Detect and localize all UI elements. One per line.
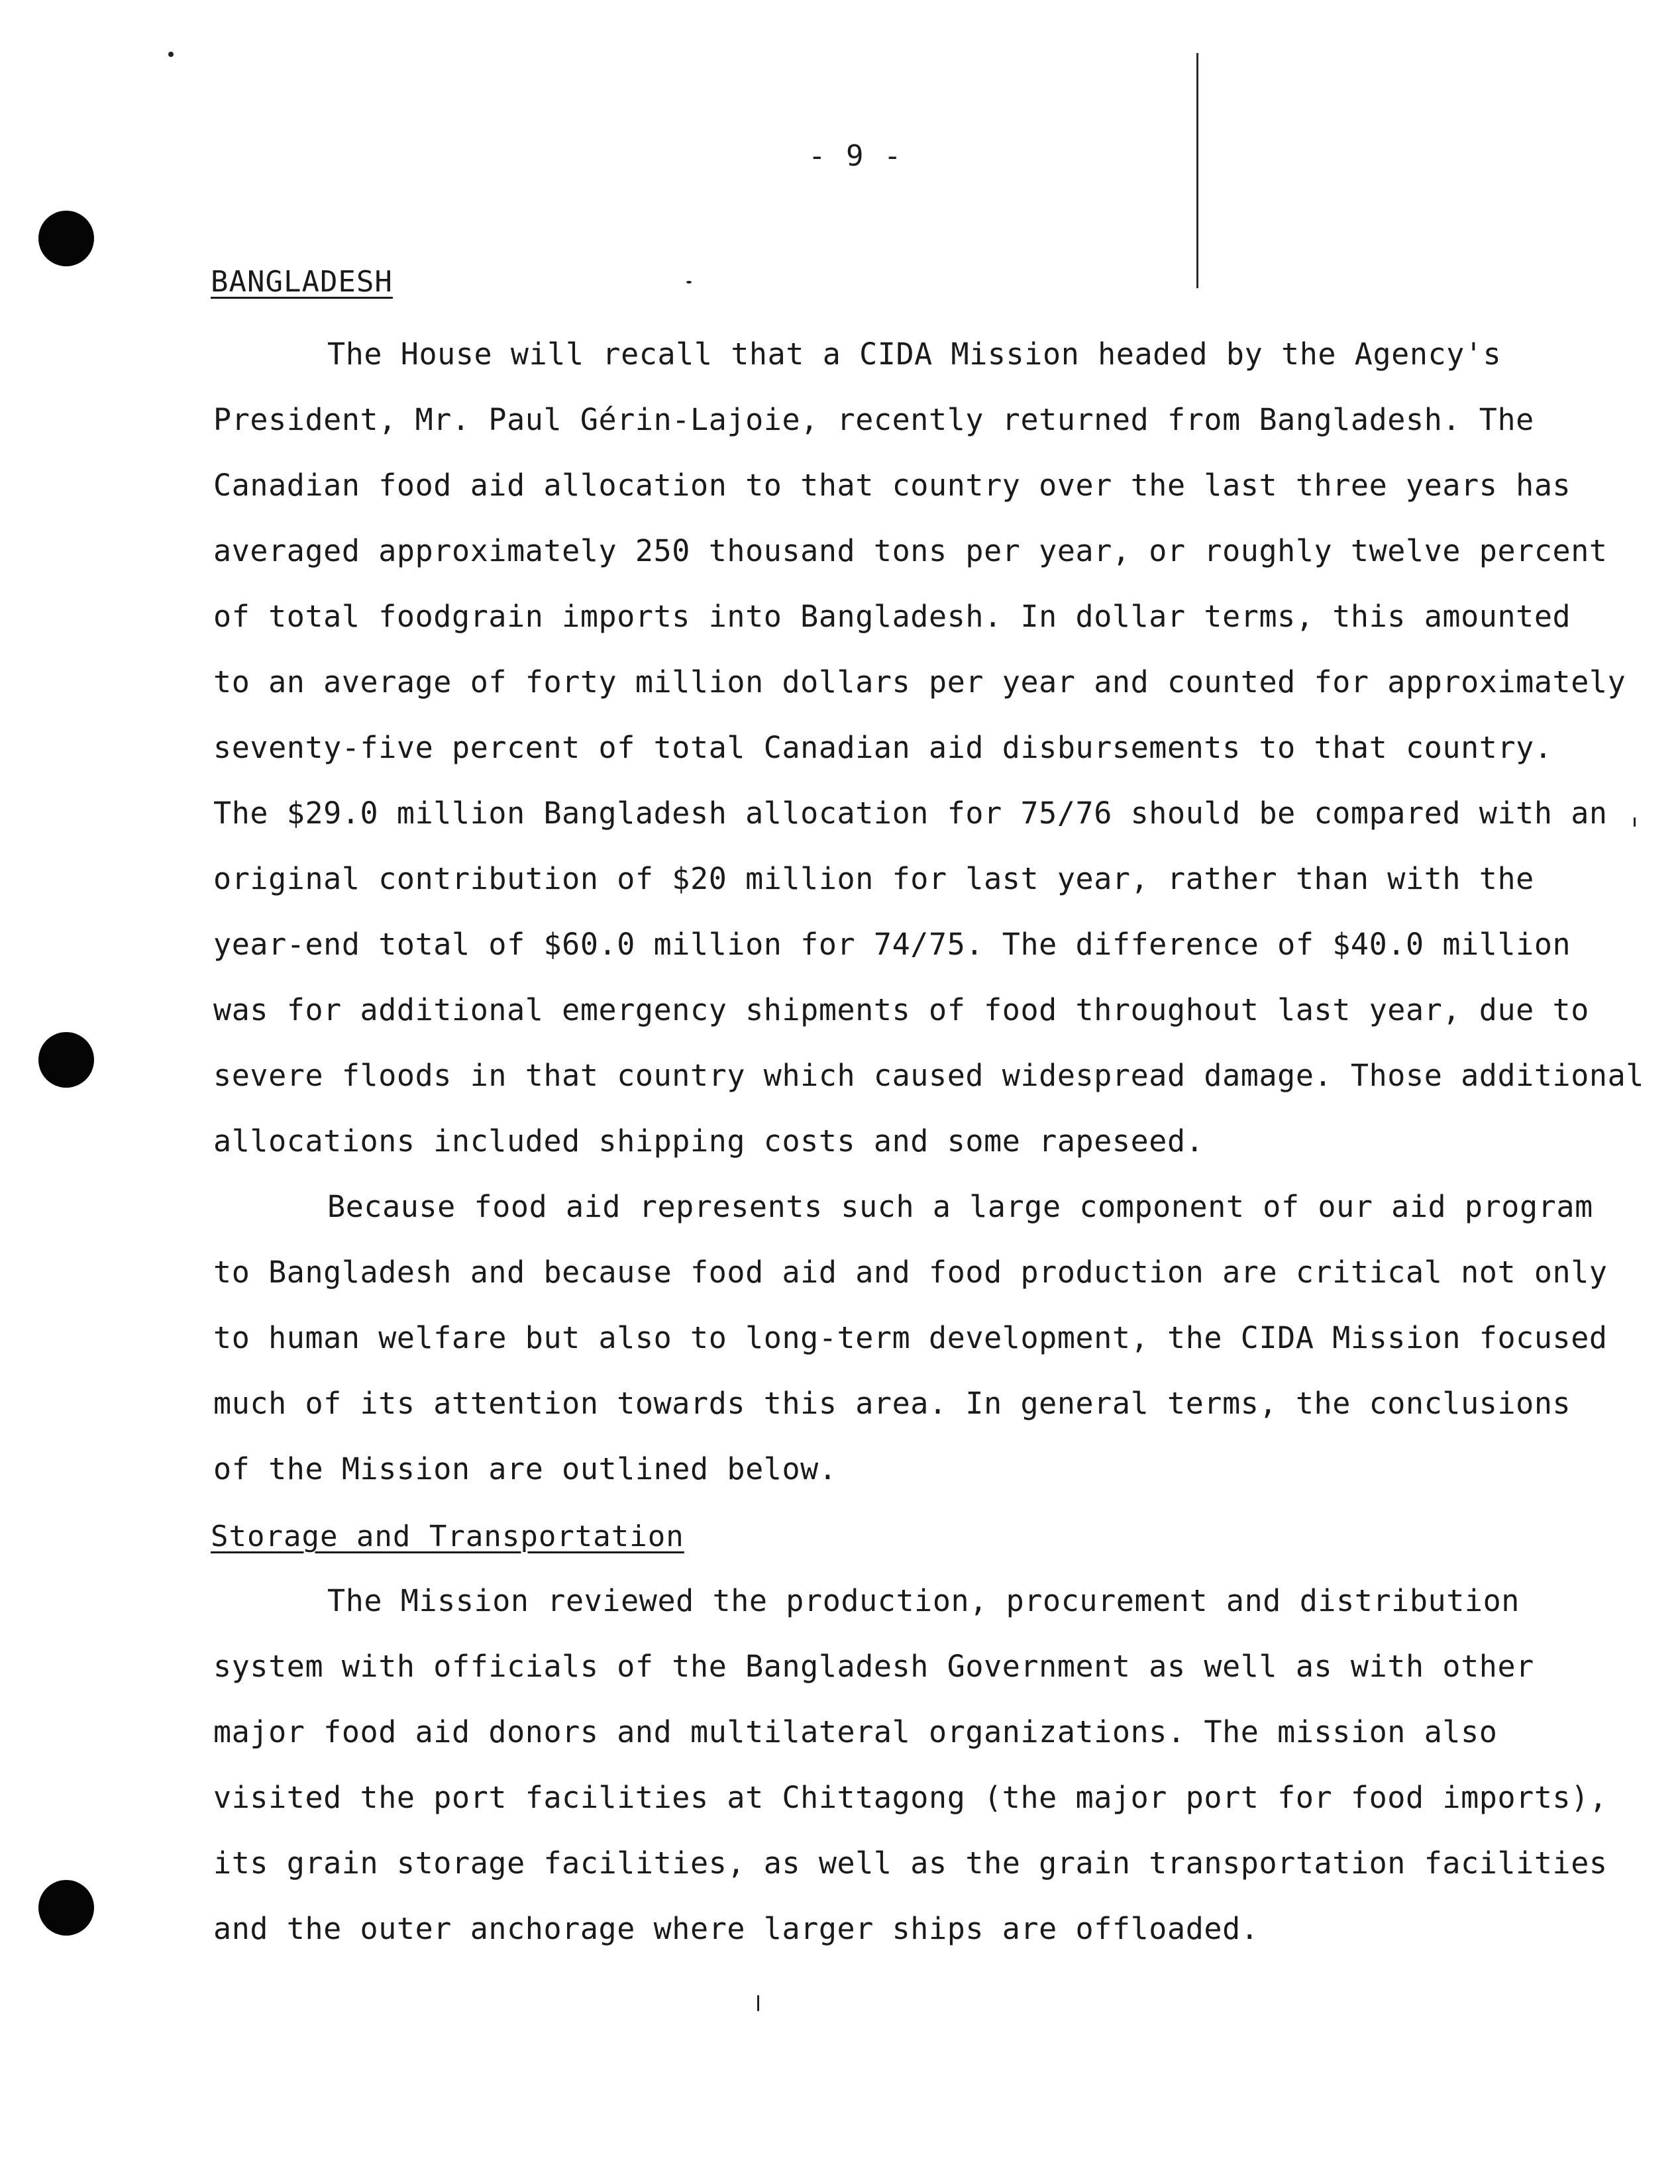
paragraph-line: to Bangladesh and because food aid and food production are critical not only [213,1255,1608,1290]
paragraph-line: seventy-five percent of total Canadian aid disbursements to that country. [213,730,1553,765]
section-heading-bangladesh: BANGLADESH [211,265,393,299]
paragraph-line: much of its attention towards this area. In general terms, the conclusions [213,1386,1571,1421]
speck [686,281,692,284]
paragraph-line: allocations included shipping costs and some rapeseed. [213,1123,1204,1159]
paragraph-line: Canadian food aid allocation to that country over the last three years has [213,468,1571,503]
paragraph-line: to an average of forty million dollars per year and counted for approximately [213,664,1626,700]
speck [168,52,174,57]
paragraph-line: system with officials of the Bangladesh Government as well as with other [213,1649,1534,1684]
paragraph-line: visited the port facilities at Chittagong (the major port for food imports), [213,1780,1608,1815]
paragraph-line: The House will recall that a CIDA Mission headed by the Agency's [327,337,1502,372]
punch-hole [38,1032,94,1088]
paragraph-line: major food aid donors and multilateral organizations. The mission also [213,1714,1498,1749]
paragraph-line: President, Mr. Paul Gérin-Lajoie, recently returned from Bangladesh. The [213,402,1534,437]
speck [757,1995,759,2011]
paragraph-line: and the outer anchorage where larger ships are offloaded. [213,1911,1259,1946]
paragraph-line: year-end total of $60.0 million for 74/75. The difference of $40.0 million [213,927,1571,962]
margin-line [1196,53,1198,288]
paragraph-line: to human welfare but also to long-term development, the CIDA Mission focused [213,1320,1608,1355]
paragraph-line: Because food aid represents such a large component of our aid program [327,1189,1593,1224]
page-number: - 9 - [808,139,903,173]
paragraph-line: of the Mission are outlined below. [213,1451,837,1486]
paragraph-line: The $29.0 million Bangladesh allocation for 75/76 should be compared with an [213,796,1608,831]
punch-hole [38,1880,94,1936]
paragraph-line: severe floods in that country which caused widespread damage. Those additional [213,1058,1644,1093]
paragraph-line: original contribution of $20 million for last year, rather than with the [213,861,1534,896]
paragraph-line: The Mission reviewed the production, procurement and distribution [327,1583,1520,1618]
paragraph-line: was for additional emergency shipments of food throughout last year, due to [213,992,1589,1027]
speck [1634,817,1636,827]
punch-hole [38,211,94,266]
section-heading-storage-transportation: Storage and Transportation [211,1520,684,1553]
paragraph-line: averaged approximately 250 thousand tons per year, or roughly twelve percent [213,533,1608,568]
paragraph-line: of total foodgrain imports into Bangladesh. In dollar terms, this amounted [213,599,1571,634]
paragraph-line: its grain storage facilities, as well as the grain transportation facilities [213,1846,1608,1881]
